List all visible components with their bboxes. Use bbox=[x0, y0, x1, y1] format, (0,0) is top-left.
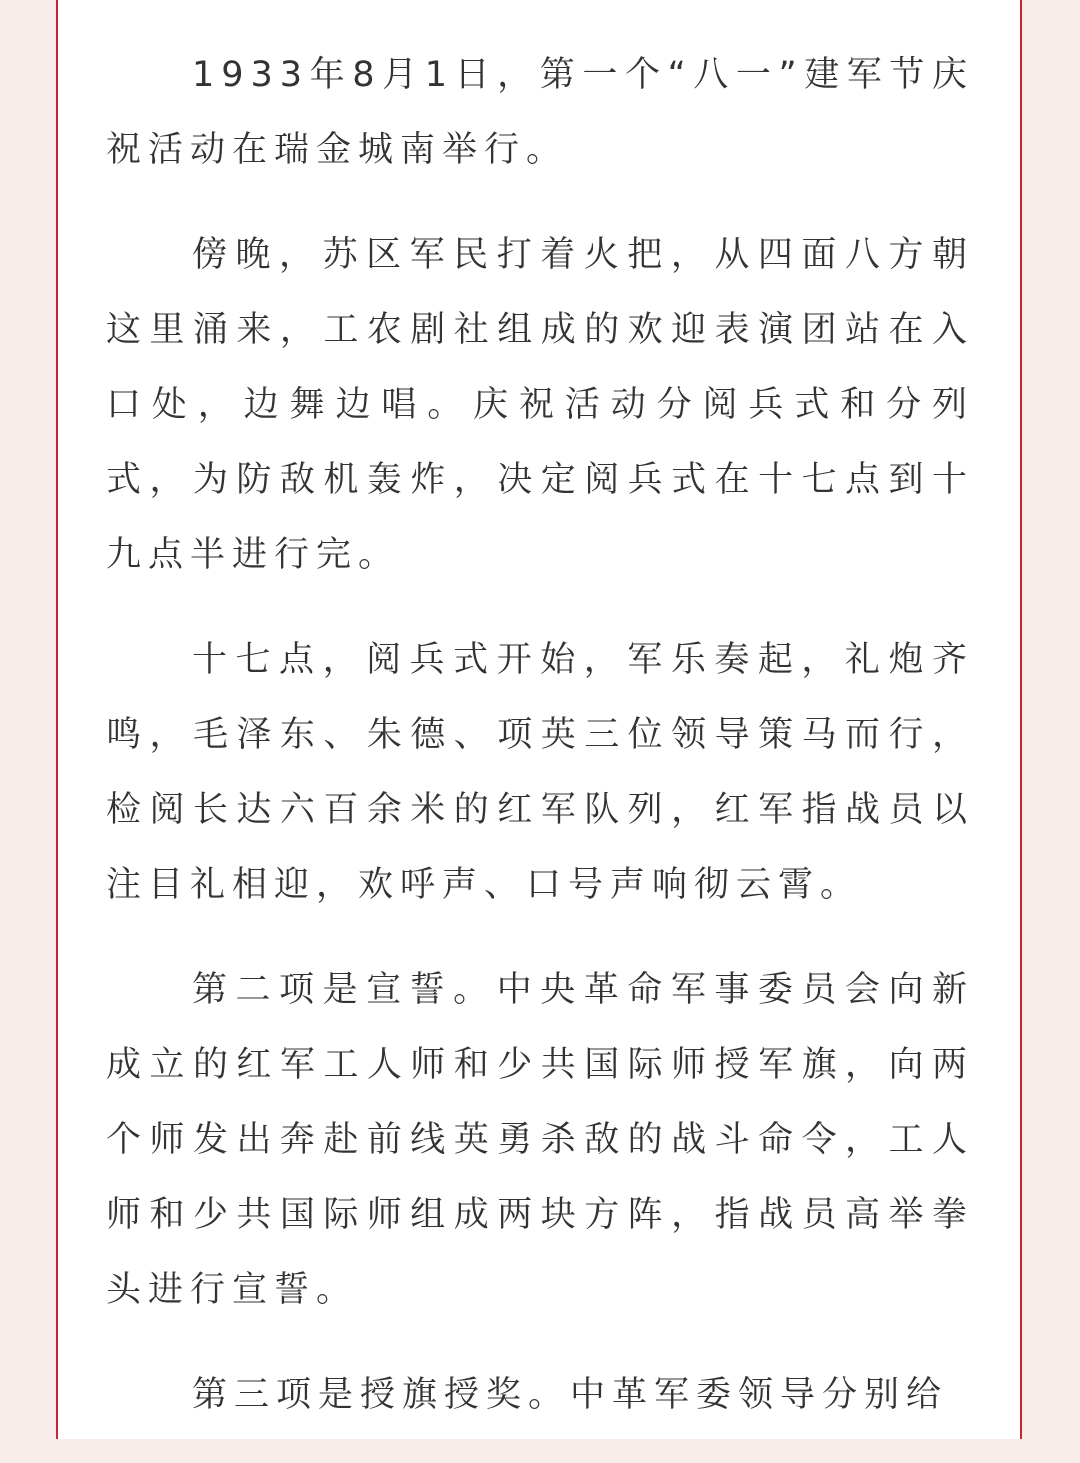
paragraph: 1933年8月1日，第一个“八一”建军节庆祝活动在瑞金城南举行。 bbox=[106, 55, 974, 170]
paragraph: 傍晚，苏区军民打着火把，从四面八方朝这里涌来，工农剧社组成的欢迎表演团站在入口处，边舞边唱。庆祝活动分阅兵式和分列式，为防敌机轰炸，决定阅兵式在十七点到十九点半进行完。 bbox=[106, 235, 974, 575]
paragraph: 十七点，阅兵式开始，军乐奏起，礼炮齐鸣，毛泽东、朱德、项英三位领导策马而行，检阅长达六百余米的红军队列，红军指战员以注目礼相迎，欢呼声、口号声响彻云霄。 bbox=[106, 640, 974, 905]
paragraph: 第三项是授旗授奖。中革军委领导分别给 bbox=[192, 1375, 949, 1415]
paragraph: 第二项是宣誓。中央革命军事委员会向新成立的红军工人师和少共国际师授军旗，向两个师发出奔赴前线英勇杀敌的战斗命令，工人师和少共国际师组成两块方阵，指战员高举拳头进行宣誓。 bbox=[106, 970, 974, 1310]
article-page bbox=[56, 0, 1022, 1439]
article-body bbox=[106, 38, 974, 1463]
